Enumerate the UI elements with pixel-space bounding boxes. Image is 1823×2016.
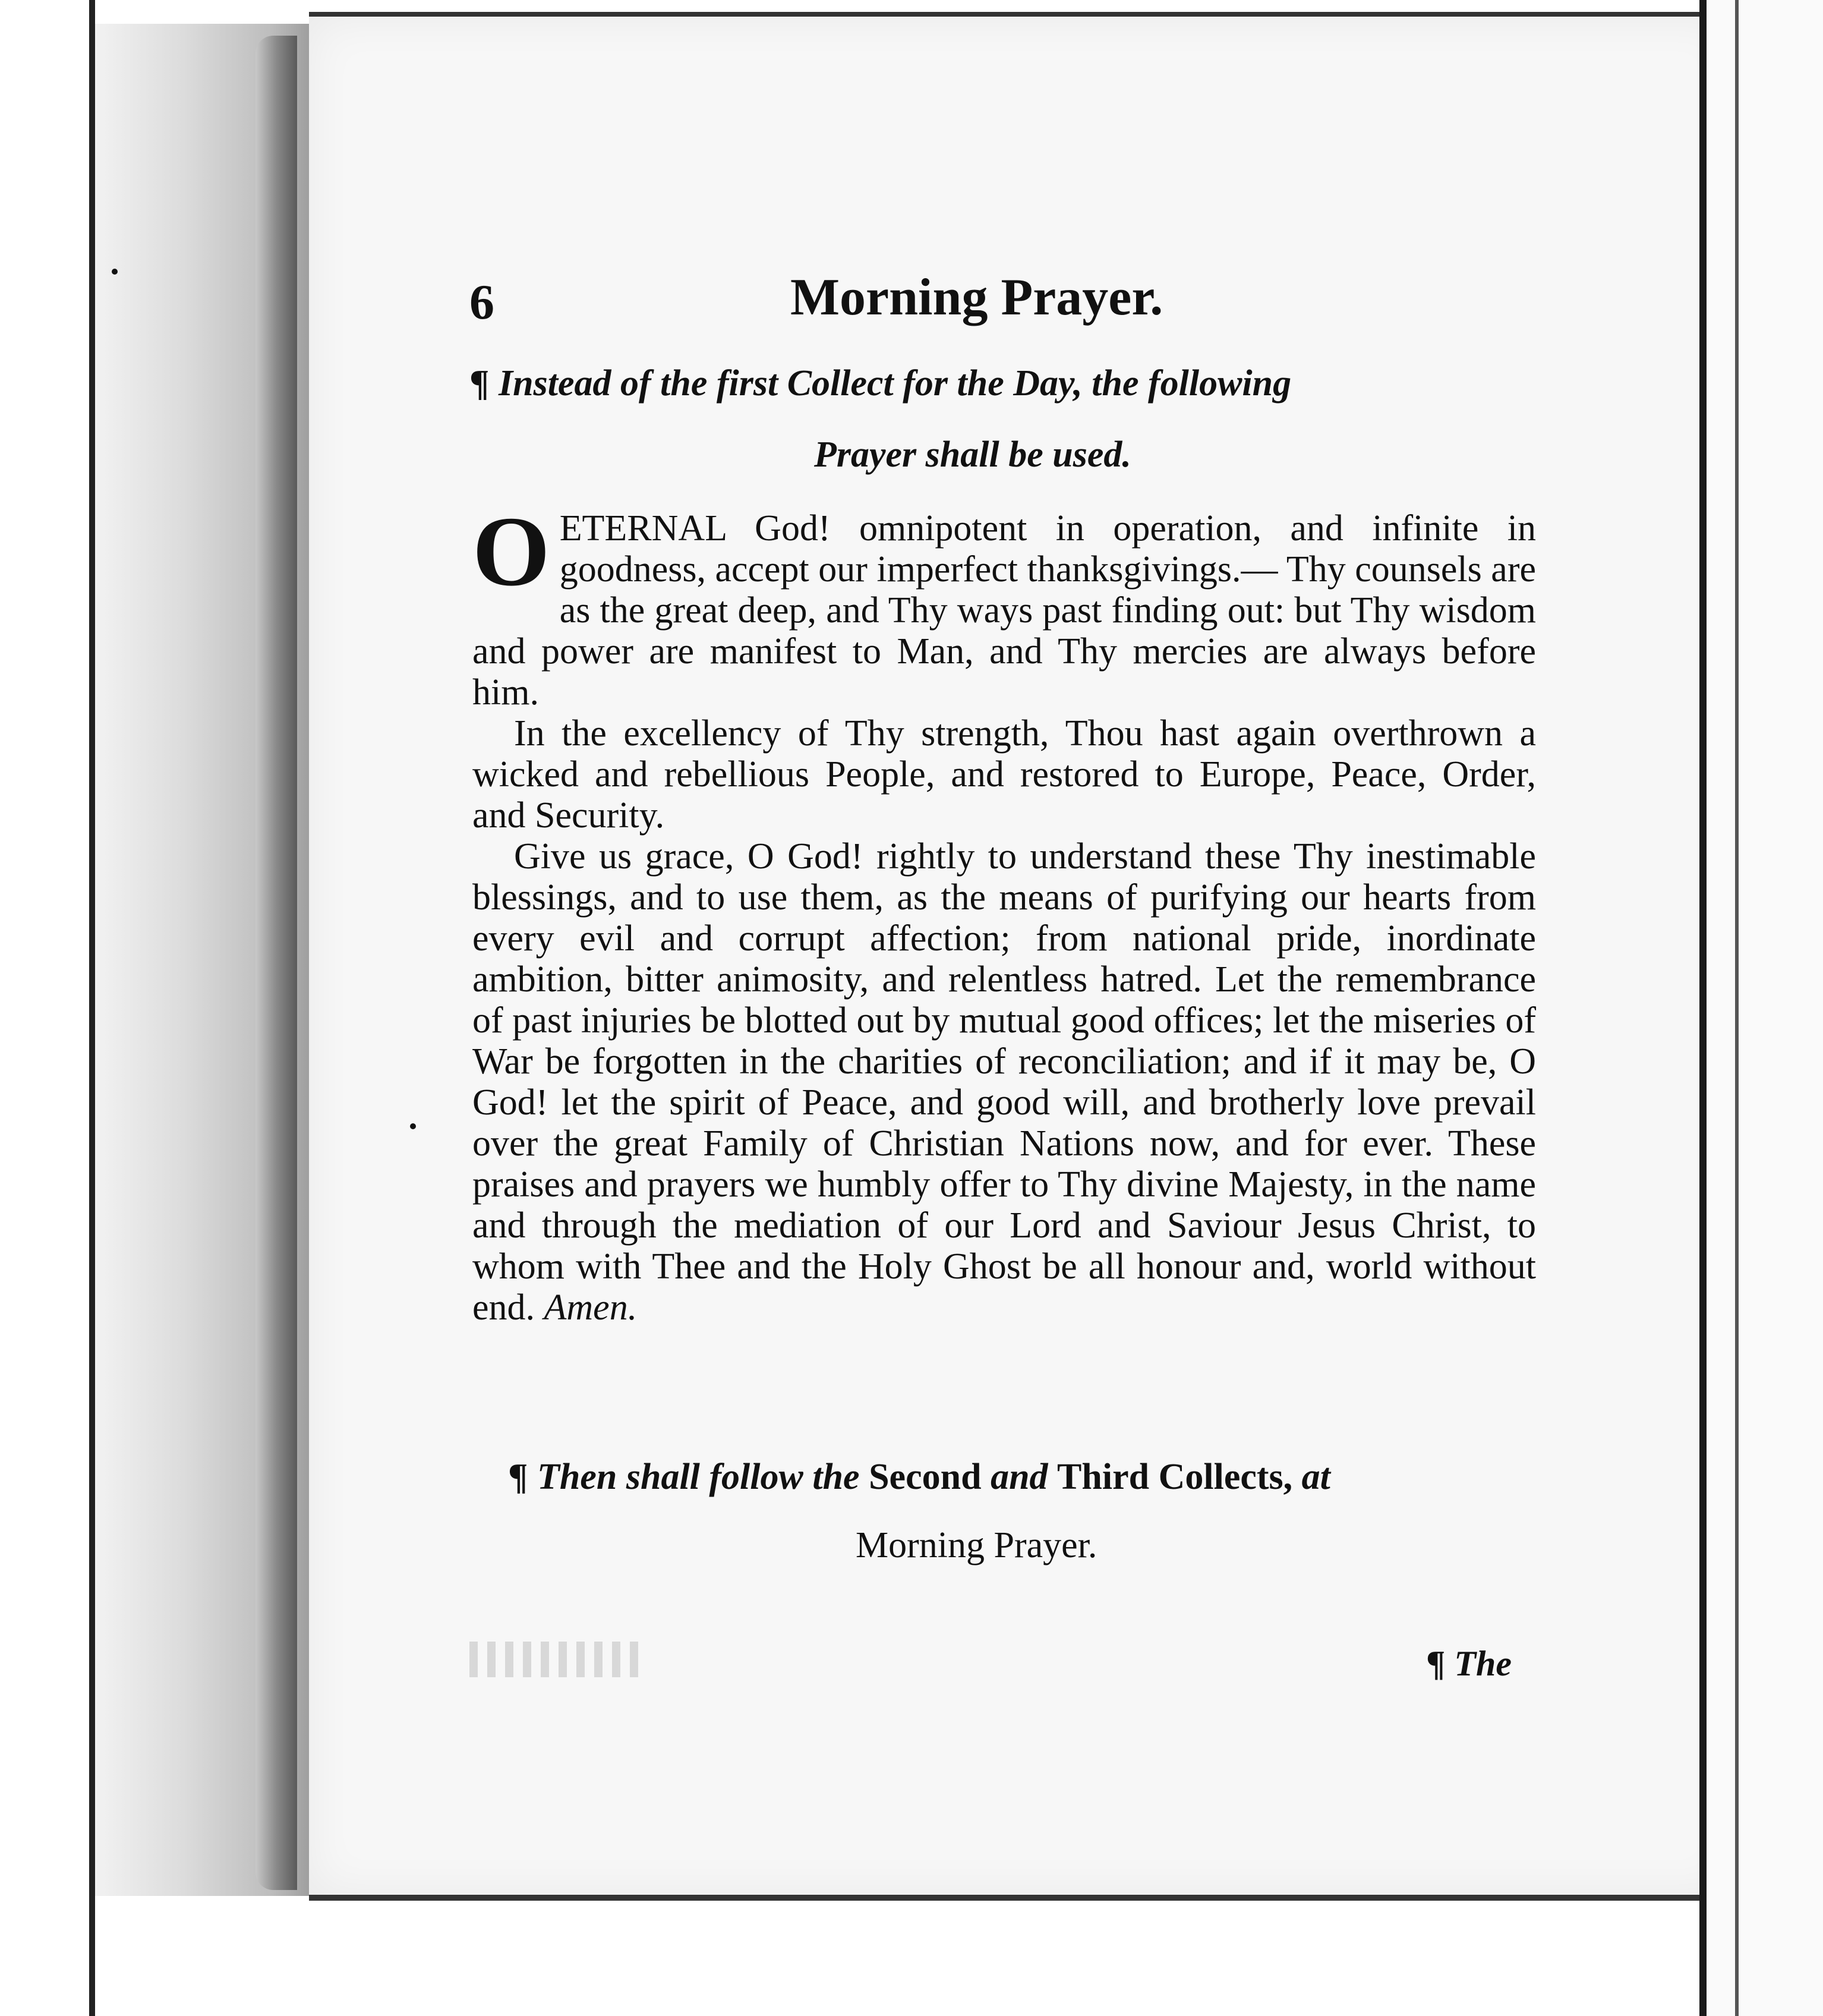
prayer-body [472,496,1536,1328]
rubric-roman: Second [869,1457,982,1497]
drop-cap: O [472,496,550,607]
pilcrow-icon: ¶ [469,363,490,404]
rubric-bottom-line2: Morning Prayer. [856,1525,1097,1565]
rubric-text: Then shall follow the [537,1457,860,1497]
speck [410,1123,416,1129]
right-border-rule [1699,0,1707,2016]
facing-page-edge [1735,0,1739,2016]
right-margin [1707,0,1823,2016]
prayer-paragraph [472,496,1536,713]
catchword [1426,1643,1512,1684]
rubric-text: and [991,1457,1048,1497]
rubric-roman: Third Collects, [1057,1457,1293,1497]
rubric-top-line2: Prayer shall be used. [814,434,1131,475]
prayer-paragraph: In the excellency of Thy strength, Thou hast again overthrown a wicked and rebellious People, and restored to Europe, Peace, Order, and Security. [472,713,1536,836]
page-number: 6 [469,275,494,330]
amen: Amen. [544,1287,638,1328]
page-header [469,262,1194,345]
rubric-bottom-line1 [508,1456,1330,1498]
speck [112,269,118,275]
paragraph-text: Give us grace, O God! rightly to understand these Thy inestimable blessings, and to use them, as the means of purifying our hearts from every evil and corrupt affection; from national pride, inordinate ambition, bitter animosity, and relentless hatred. Let the remembrance of past injuries be blotted out by mutual good offices; let the miseries of War be forgotten in the charities of reconciliation; and if it may be, O God! let the spirit of Peace, and good will, and brotherly love prevail over the great Family of Christian Nations now, and for ever. These praises and prayers we humbly offer to Thy divine Majesty, in the name and through the mediation of our Lord and Saviour Jesus Christ, to whom with Thee and the Holy Ghost be all honour and, world without end. [472,836,1536,1328]
catchword-text: The [1454,1644,1512,1683]
rubric-text: Instead of the first Collect for the Day, the following [498,363,1292,404]
rubric-text: at [1301,1457,1330,1497]
page-title: Morning Prayer. [790,269,1163,326]
bleed-through-text [469,1642,642,1677]
pilcrow-icon: ¶ [508,1457,528,1497]
prayer-paragraph [472,836,1536,1328]
pilcrow-icon: ¶ [1426,1644,1446,1683]
paragraph-text: ETERNAL God! omnipotent in operation, and infinite in goodness, accept our imperfect thanksgivings.— Thy counsels are as the great deep, and Thy ways past finding out: but Thy wisdom and power are manifest to Man, and Thy mercies are always before him. [472,508,1536,713]
rubric-top-line1 [469,363,1291,405]
